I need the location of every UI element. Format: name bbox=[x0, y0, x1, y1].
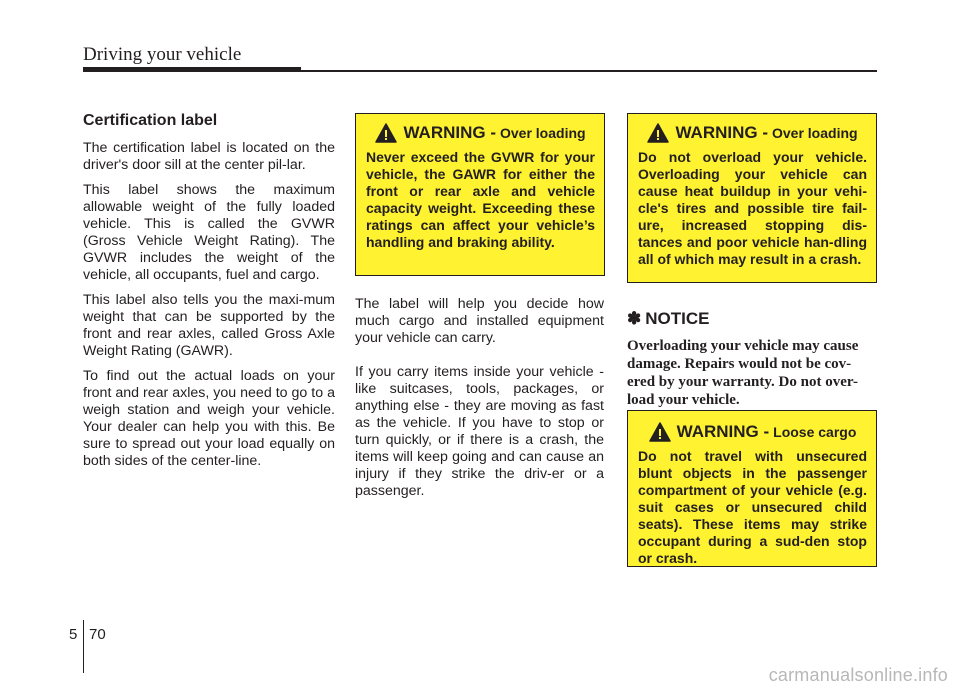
notice-title-text: NOTICE bbox=[645, 309, 710, 328]
warning-box-overloading-gvwr bbox=[355, 113, 605, 276]
header-rule bbox=[83, 67, 301, 72]
warning-triangle-icon bbox=[649, 422, 671, 442]
warning-header bbox=[638, 421, 867, 443]
warning-text: Do not overload your vehicle. Overloading your vehicle can cause heat buildup in your vehi-cle's tires and possible tire fail-ure, increased stopping dis-tances and poor vehicle han-dling all of which may result in a crash. bbox=[638, 149, 867, 267]
warning-subject: Loose cargo bbox=[773, 424, 857, 440]
label-usage-column bbox=[355, 296, 604, 517]
warning-subject: Over loading bbox=[499, 125, 586, 141]
warning-subject: Over loading bbox=[771, 125, 858, 141]
warning-triangle-icon bbox=[647, 123, 669, 143]
paragraph: This label also tells you the maxi-mum weight that can be supported by the front and rear axles, called Gross Axle Weight Rating (GAWR). bbox=[83, 292, 335, 359]
paragraph: To find out the actual loads on your front and rear axles, you need to go to a weigh station and weigh your vehicle. Your dealer can help you with this. Be sure to spread out your load equally on both sides of the center-line. bbox=[83, 368, 335, 469]
watermark: carmanualsonline.info bbox=[768, 665, 948, 685]
notice-text: Overloading your vehicle may cause damage. Repairs would not be cov-ered by your warranty. Do not over-load your vehicle. bbox=[627, 338, 859, 408]
warning-header bbox=[638, 122, 867, 144]
paragraph: If you carry items inside your vehicle - like suitcases, tools, packages, or anything else - they are moving as fast as the vehicle. If you have to stop or turn quickly, or if there is a crash, the items will keep going and can cause an injury if they strike the driv-er or a passenger. bbox=[355, 364, 604, 499]
warning-word: WARNING - bbox=[403, 123, 496, 142]
header-rule-line bbox=[301, 70, 877, 72]
warning-box-loose-cargo bbox=[627, 410, 877, 567]
paragraph: The certification label is located on the driver's door sill at the center pil-lar. bbox=[83, 140, 335, 173]
warning-header bbox=[366, 122, 595, 144]
chapter-number: 5 bbox=[69, 626, 78, 643]
page-number-divider bbox=[83, 620, 84, 673]
header-title: Driving your vehicle bbox=[83, 44, 242, 65]
warning-word: WARNING - bbox=[676, 422, 770, 441]
notice-mark-icon: ✽ bbox=[627, 309, 642, 328]
page-number: 70 bbox=[89, 626, 106, 643]
warning-box-overloading-tires bbox=[627, 113, 877, 283]
section-title: Certification label bbox=[83, 112, 218, 129]
notice-block bbox=[627, 309, 877, 409]
paragraph: The label will help you decide how much cargo and installed equipment your vehicle can carry. bbox=[355, 296, 604, 346]
warning-triangle-icon bbox=[375, 123, 397, 143]
notice-title bbox=[627, 309, 877, 329]
certification-column bbox=[83, 111, 335, 478]
warning-text: Never exceed the GVWR for your vehicle, the GAWR for either the front or rear axle and vehicle capacity weight. Exceeding these ratings can affect your vehicle’s handling and braking ability. bbox=[366, 149, 595, 250]
warning-word: WARNING - bbox=[675, 123, 768, 142]
warning-text: Do not travel with unsecured blunt objects in the passenger compartment of your vehicle (e.g. suit cases or unsecured child seats). These items may strike occupant during a sud-den stop or crash. bbox=[638, 448, 867, 566]
paragraph: This label shows the maximum allowable weight of the fully loaded vehicle. This is called the GVWR (Gross Vehicle Weight Rating). The GVWR includes the weight of the vehicle, all occupants, fuel and cargo. bbox=[83, 182, 335, 283]
